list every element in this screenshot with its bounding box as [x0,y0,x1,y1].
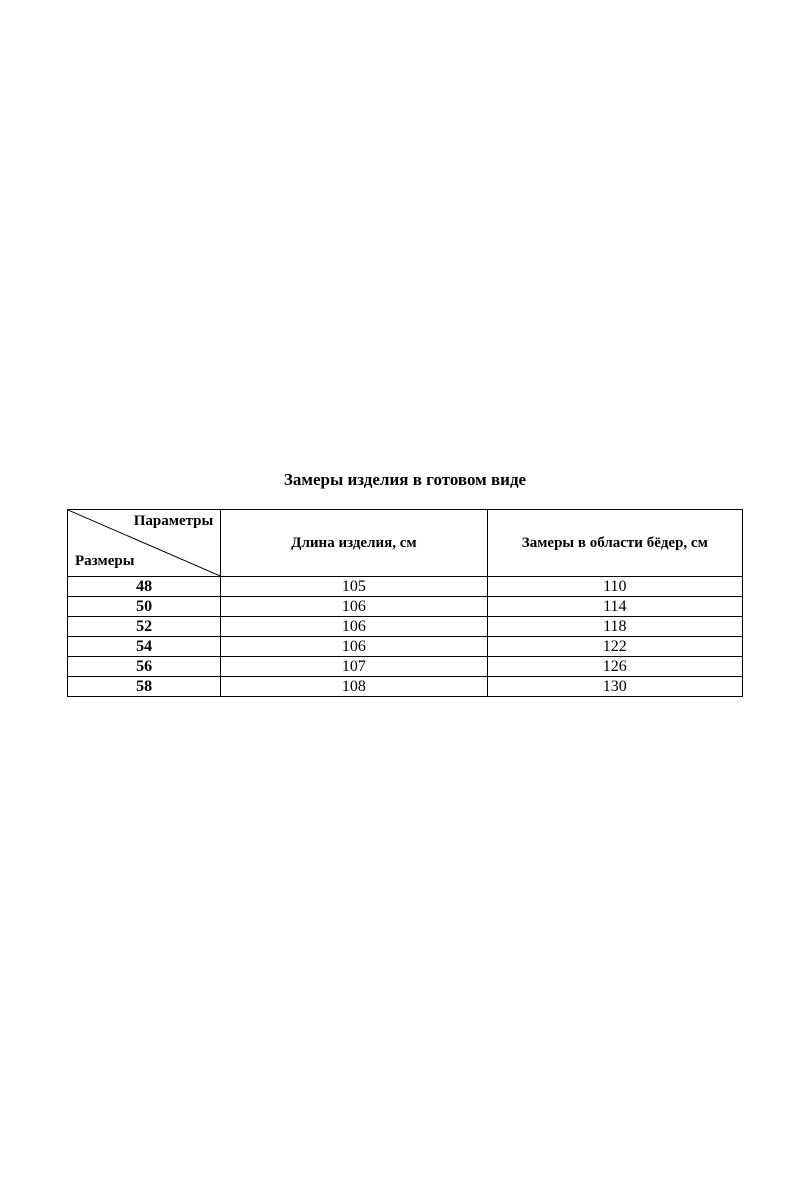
hips-cell: 130 [487,677,742,697]
hips-cell: 118 [487,617,742,637]
corner-header-cell [68,510,221,577]
size-cell: 56 [68,657,221,677]
size-cell: 50 [68,597,221,617]
table-header-row [68,510,743,577]
length-cell: 107 [221,657,487,677]
size-cell: 48 [68,577,221,597]
length-header: Длина изделия, см [221,510,487,577]
table-row [68,637,743,657]
hips-cell: 114 [487,597,742,617]
length-cell: 106 [221,617,487,637]
size-cell: 52 [68,617,221,637]
table-row [68,577,743,597]
length-cell: 108 [221,677,487,697]
document-title: Замеры изделия в готовом виде [283,470,527,489]
table-row [68,597,743,617]
size-cell: 58 [68,677,221,697]
hips-cell: 122 [487,637,742,657]
table-row [68,617,743,637]
length-cell: 105 [221,577,487,597]
table-row [68,677,743,697]
size-table [67,509,743,697]
parameters-label: Параметры [133,513,214,529]
table-row [68,657,743,677]
hips-cell: 110 [487,577,742,597]
length-cell: 106 [221,637,487,657]
size-cell: 54 [68,637,221,657]
sizes-label: Размеры [75,553,135,569]
hips-header: Замеры в области бёдер, см [487,510,742,577]
hips-cell: 126 [487,657,742,677]
length-cell: 106 [221,597,487,617]
